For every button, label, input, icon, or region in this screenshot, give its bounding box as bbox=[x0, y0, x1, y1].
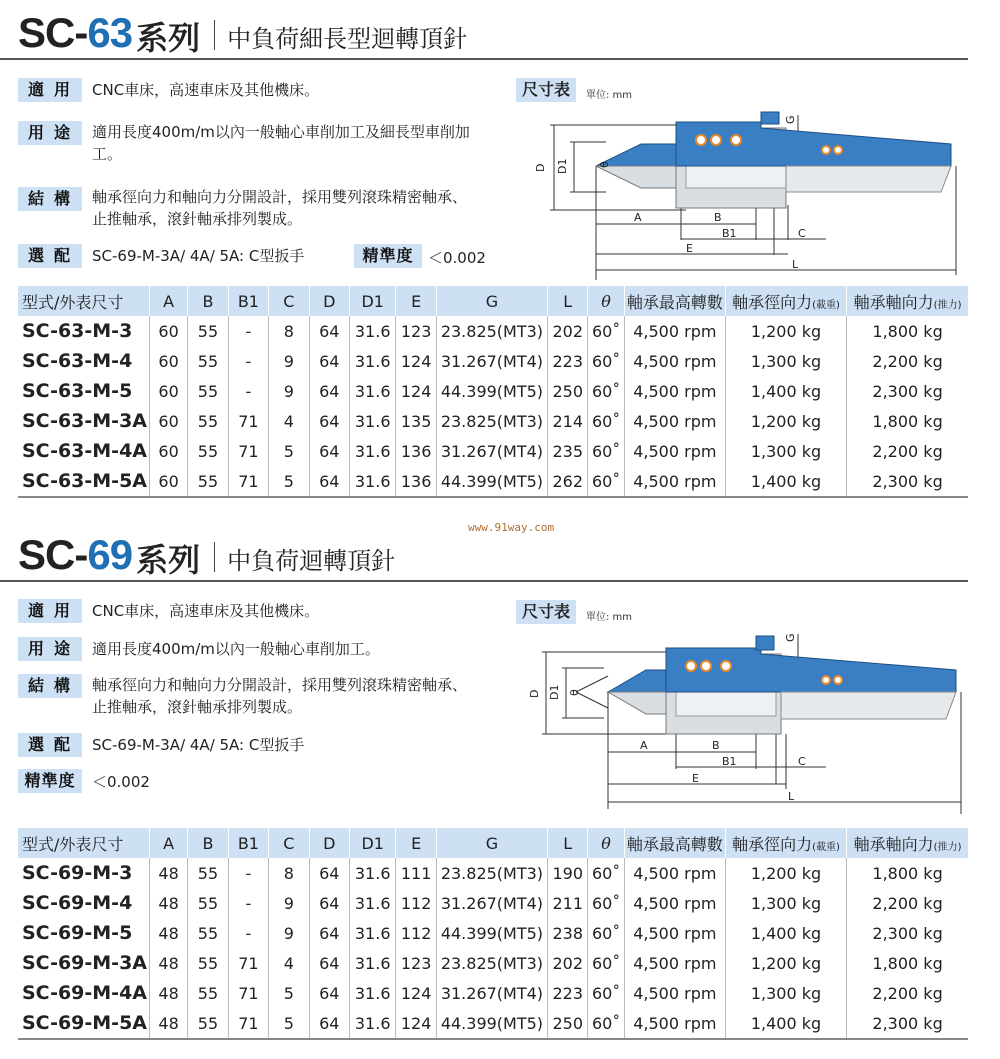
table-cell: 31.6 bbox=[349, 436, 395, 466]
dim-label-B1: B1 bbox=[722, 755, 737, 768]
table-cell: 55 bbox=[188, 888, 228, 918]
table-cell: 60˚ bbox=[588, 1008, 624, 1039]
col-header: 軸承最高轉數 bbox=[624, 828, 725, 858]
dim-label-E: E bbox=[692, 772, 699, 785]
model-cell: SC-69-M-5A bbox=[18, 1008, 149, 1039]
table-cell: 123 bbox=[396, 948, 436, 978]
table-cell: 5 bbox=[269, 436, 309, 466]
table-cell: 31.6 bbox=[349, 316, 395, 346]
table-cell: 71 bbox=[228, 406, 268, 436]
structure-label: 結構 bbox=[18, 187, 82, 211]
table-cell: 2,200 kg bbox=[847, 978, 968, 1008]
table-cell: 55 bbox=[188, 346, 228, 376]
table-cell: 2,300 kg bbox=[847, 918, 968, 948]
dim-label-E: E bbox=[686, 242, 693, 255]
table-cell: 55 bbox=[188, 466, 228, 497]
table-cell: 60 bbox=[149, 406, 187, 436]
table-cell: 9 bbox=[269, 888, 309, 918]
col-header: 軸承最高轉數 bbox=[624, 286, 725, 316]
col-header: E bbox=[396, 286, 436, 316]
table-cell: 31.6 bbox=[349, 888, 395, 918]
table-cell: 44.399(MT5) bbox=[436, 1008, 547, 1039]
col-header: L bbox=[548, 286, 588, 316]
usage-text: 適用長度400m/m以內一般軸心車削加工。 bbox=[92, 640, 380, 658]
dim-table-label: 尺寸表 bbox=[516, 600, 576, 624]
title-rule bbox=[0, 58, 968, 60]
series-label: 系列 bbox=[136, 541, 201, 579]
dim-label-A: A bbox=[640, 739, 648, 752]
dim-label-theta: θ bbox=[598, 161, 611, 168]
table-cell: 64 bbox=[309, 918, 349, 948]
table-cell: 136 bbox=[396, 466, 436, 497]
table-cell: 4,500 rpm bbox=[624, 466, 725, 497]
table-cell: 4,500 rpm bbox=[624, 1008, 725, 1039]
series-label: 系列 bbox=[136, 19, 201, 57]
unit-label: 單位: mm bbox=[586, 90, 633, 101]
table-cell: 60˚ bbox=[588, 948, 624, 978]
col-header: 型式/外表尺寸 bbox=[18, 828, 149, 858]
table-cell: 124 bbox=[396, 978, 436, 1008]
table-cell: 64 bbox=[309, 888, 349, 918]
table-cell: 48 bbox=[149, 888, 187, 918]
table-cell: 123 bbox=[396, 316, 436, 346]
table-cell: 112 bbox=[396, 918, 436, 948]
model-cell: SC-63-M-5A bbox=[18, 466, 149, 497]
col-header: D bbox=[309, 286, 349, 316]
table-cell: 1,200 kg bbox=[725, 948, 846, 978]
table-cell: 55 bbox=[188, 406, 228, 436]
table-header-row bbox=[18, 828, 968, 858]
options-label: 選配 bbox=[18, 244, 82, 268]
col-header: E bbox=[396, 828, 436, 858]
table-cell: - bbox=[228, 918, 268, 948]
table-cell: 64 bbox=[309, 978, 349, 1008]
model-cell: SC-69-M-5 bbox=[22, 922, 133, 944]
table-cell: 64 bbox=[309, 948, 349, 978]
table-cell: 60˚ bbox=[588, 858, 624, 888]
dim-label-B: B bbox=[714, 211, 722, 224]
table-cell: 60 bbox=[149, 316, 187, 346]
dim-label-D: D bbox=[528, 689, 541, 698]
table-cell: 4,500 rpm bbox=[624, 978, 725, 1008]
table-cell: - bbox=[228, 858, 268, 888]
table-cell: 48 bbox=[149, 918, 187, 948]
table-cell: 60 bbox=[149, 376, 187, 406]
table-cell: 23.825(MT3) bbox=[436, 948, 547, 978]
table-row bbox=[18, 316, 968, 346]
table-cell: 1,800 kg bbox=[847, 858, 968, 888]
table-cell: 31.6 bbox=[349, 346, 395, 376]
dim-label-C: C bbox=[798, 755, 806, 768]
col-header: D bbox=[309, 828, 349, 858]
table-cell: 223 bbox=[548, 978, 588, 1008]
table-cell: 44.399(MT5) bbox=[436, 918, 547, 948]
col-header: A bbox=[149, 828, 187, 858]
col-header: 軸承軸向力(推力) bbox=[847, 828, 968, 858]
table-cell: 64 bbox=[309, 406, 349, 436]
watermark: www.91way.com bbox=[468, 521, 555, 534]
col-header: C bbox=[269, 828, 309, 858]
table-cell: 4 bbox=[269, 406, 309, 436]
table-cell: 190 bbox=[548, 858, 588, 888]
spec-table bbox=[18, 286, 968, 498]
table-cell: 2,300 kg bbox=[847, 1008, 968, 1039]
model-cell: SC-69-M-3A bbox=[22, 952, 147, 974]
table-cell: 71 bbox=[228, 948, 268, 978]
table-cell: 5 bbox=[269, 978, 309, 1008]
table-cell: 9 bbox=[269, 376, 309, 406]
table-cell: 202 bbox=[548, 948, 588, 978]
table-cell: 23.825(MT3) bbox=[436, 406, 547, 436]
table-cell: 55 bbox=[188, 858, 228, 888]
live-center-diagram bbox=[528, 624, 966, 814]
table-cell: 31.6 bbox=[349, 466, 395, 497]
table-cell: - bbox=[228, 316, 268, 346]
table-cell: 1,800 kg bbox=[847, 948, 968, 978]
dim-label-G: G bbox=[784, 633, 797, 642]
table-cell: 60 bbox=[149, 346, 187, 376]
table-cell: 71 bbox=[228, 466, 268, 497]
col-header: G bbox=[436, 828, 547, 858]
structure-text: 軸承徑向力和軸向力分開設計，採用雙列滾珠精密軸承、止推軸承，滾針軸承排列製成。 bbox=[92, 188, 468, 228]
table-cell: 48 bbox=[149, 858, 187, 888]
table-cell: 60˚ bbox=[588, 918, 624, 948]
table-cell: 8 bbox=[269, 858, 309, 888]
table-row bbox=[18, 346, 968, 376]
table-cell: 235 bbox=[548, 436, 588, 466]
table-cell: 48 bbox=[149, 978, 187, 1008]
table-cell: 4,500 rpm bbox=[624, 316, 725, 346]
table-cell: 31.6 bbox=[349, 376, 395, 406]
table-cell: 1,300 kg bbox=[725, 436, 846, 466]
col-header: 型式/外表尺寸 bbox=[18, 286, 149, 316]
table-cell: 135 bbox=[396, 406, 436, 436]
col-header: B bbox=[188, 286, 228, 316]
dim-label-G: G bbox=[784, 115, 797, 124]
table-row bbox=[18, 1008, 968, 1039]
table-cell: 48 bbox=[149, 1008, 187, 1039]
dim-label-B1: B1 bbox=[722, 227, 737, 240]
table-cell: 1,300 kg bbox=[725, 346, 846, 376]
table-cell: 23.825(MT3) bbox=[436, 858, 547, 888]
precision-label: 精準度 bbox=[18, 769, 82, 793]
usage-label: 用途 bbox=[18, 637, 82, 661]
table-cell: 55 bbox=[188, 436, 228, 466]
section-title bbox=[18, 528, 396, 579]
table-cell: 55 bbox=[188, 376, 228, 406]
section-sc69 bbox=[0, 528, 1000, 1059]
table-cell: 2,200 kg bbox=[847, 436, 968, 466]
dim-label-D: D bbox=[534, 163, 547, 172]
options-text: SC-69-M-3A/ 4A/ 5A: C型扳手 bbox=[92, 736, 305, 754]
col-header: 軸承徑向力(載重) bbox=[725, 828, 846, 858]
table-cell: 111 bbox=[396, 858, 436, 888]
table-cell: 238 bbox=[548, 918, 588, 948]
apply-text: CNC車床，高速車床及其他機床。 bbox=[92, 602, 320, 620]
table-cell: 1,300 kg bbox=[725, 978, 846, 1008]
dim-label-D1: D1 bbox=[556, 158, 569, 174]
table-cell: 4,500 rpm bbox=[624, 918, 725, 948]
table-cell: 4 bbox=[269, 948, 309, 978]
series-subtitle: 中負荷迴轉頂針 bbox=[227, 547, 396, 575]
col-header: θ bbox=[588, 828, 624, 858]
dim-label-A: A bbox=[634, 211, 642, 224]
model-title: SC-63 bbox=[18, 9, 133, 56]
table-cell: 71 bbox=[228, 436, 268, 466]
table-cell: 60˚ bbox=[588, 376, 624, 406]
table-cell: 4,500 rpm bbox=[624, 888, 725, 918]
col-header: G bbox=[436, 286, 547, 316]
col-header: D1 bbox=[349, 286, 395, 316]
table-cell: 214 bbox=[548, 406, 588, 436]
table-cell: 2,300 kg bbox=[847, 376, 968, 406]
table-cell: 211 bbox=[548, 888, 588, 918]
table-row bbox=[18, 948, 968, 978]
table-cell: 64 bbox=[309, 858, 349, 888]
table-cell: 60˚ bbox=[588, 466, 624, 497]
table-cell: 4,500 rpm bbox=[624, 376, 725, 406]
table-cell: - bbox=[228, 376, 268, 406]
table-cell: 31.6 bbox=[349, 858, 395, 888]
spec-table bbox=[18, 828, 968, 1040]
table-cell: 9 bbox=[269, 918, 309, 948]
table-cell: 1,200 kg bbox=[725, 858, 846, 888]
col-header: A bbox=[149, 286, 187, 316]
table-cell: 250 bbox=[548, 1008, 588, 1039]
table-cell: 262 bbox=[548, 466, 588, 497]
table-cell: 223 bbox=[548, 346, 588, 376]
table-row bbox=[18, 406, 968, 436]
usage-label: 用途 bbox=[18, 121, 82, 145]
table-header-row bbox=[18, 286, 968, 316]
table-cell: 2,200 kg bbox=[847, 346, 968, 376]
table-cell: 1,300 kg bbox=[725, 888, 846, 918]
table-cell: 55 bbox=[188, 978, 228, 1008]
table-row bbox=[18, 466, 968, 497]
unit-label: 單位: mm bbox=[586, 612, 633, 623]
table-cell: 31.267(MT4) bbox=[436, 978, 547, 1008]
table-cell: 44.399(MT5) bbox=[436, 466, 547, 497]
table-cell: 4,500 rpm bbox=[624, 436, 725, 466]
table-cell: 1,800 kg bbox=[847, 406, 968, 436]
table-cell: - bbox=[228, 888, 268, 918]
col-header: B1 bbox=[228, 286, 268, 316]
title-divider bbox=[214, 542, 215, 572]
apply-label: 適用 bbox=[18, 78, 82, 102]
table-cell: 124 bbox=[396, 376, 436, 406]
table-cell: 250 bbox=[548, 376, 588, 406]
table-row bbox=[18, 376, 968, 406]
table-cell: 60˚ bbox=[588, 978, 624, 1008]
table-cell: 2,300 kg bbox=[847, 466, 968, 497]
table-cell: 31.6 bbox=[349, 918, 395, 948]
table-cell: 55 bbox=[188, 918, 228, 948]
table-cell: 2,200 kg bbox=[847, 888, 968, 918]
col-header: θ bbox=[588, 286, 624, 316]
col-header: C bbox=[269, 286, 309, 316]
dim-label-L: L bbox=[788, 790, 795, 803]
table-cell: 9 bbox=[269, 346, 309, 376]
table-cell: 8 bbox=[269, 316, 309, 346]
table-cell: 60˚ bbox=[588, 436, 624, 466]
section-sc63 bbox=[0, 0, 1000, 500]
table-cell: 1,400 kg bbox=[725, 1008, 846, 1039]
table-cell: 31.6 bbox=[349, 1008, 395, 1039]
col-header: 軸承軸向力(推力) bbox=[847, 286, 968, 316]
model-cell: SC-69-M-3 bbox=[22, 862, 133, 884]
table-cell: 55 bbox=[188, 1008, 228, 1039]
table-cell: 1,400 kg bbox=[725, 466, 846, 497]
dim-label-theta: θ bbox=[568, 689, 581, 696]
table-cell: 44.399(MT5) bbox=[436, 376, 547, 406]
table-cell: 64 bbox=[309, 466, 349, 497]
model-cell: SC-63-M-4A bbox=[22, 440, 147, 462]
precision-label: 精準度 bbox=[354, 244, 422, 268]
table-row bbox=[18, 436, 968, 466]
model-cell: SC-69-M-4 bbox=[22, 892, 133, 914]
model-title: SC-69 bbox=[18, 531, 133, 578]
table-cell: 31.267(MT4) bbox=[436, 346, 547, 376]
table-cell: 1,800 kg bbox=[847, 316, 968, 346]
table-cell: 5 bbox=[269, 1008, 309, 1039]
table-cell: 48 bbox=[149, 948, 187, 978]
table-cell: 71 bbox=[228, 978, 268, 1008]
table-cell: 55 bbox=[188, 948, 228, 978]
table-cell: 71 bbox=[228, 1008, 268, 1039]
model-cell: SC-63-M-5 bbox=[22, 380, 133, 402]
table-cell: 64 bbox=[309, 376, 349, 406]
table-cell: 5 bbox=[269, 466, 309, 497]
table-cell: 4,500 rpm bbox=[624, 406, 725, 436]
dim-label-B: B bbox=[712, 739, 720, 752]
table-cell: 60˚ bbox=[588, 316, 624, 346]
usage-text: 適用長度400m/m以內一般軸心車削加工及細長型車削加工。 bbox=[92, 123, 470, 163]
table-cell: 124 bbox=[396, 346, 436, 376]
dim-label-D1: D1 bbox=[548, 684, 561, 700]
table-cell: - bbox=[228, 346, 268, 376]
table-cell: 112 bbox=[396, 888, 436, 918]
table-cell: 60˚ bbox=[588, 406, 624, 436]
table-cell: 31.267(MT4) bbox=[436, 436, 547, 466]
options-text: SC-69-M-3A/ 4A/ 5A: C型扳手 bbox=[92, 247, 305, 265]
apply-label: 適用 bbox=[18, 599, 82, 623]
table-cell: 60˚ bbox=[588, 888, 624, 918]
table-cell: 1,400 kg bbox=[725, 918, 846, 948]
table-cell: 1,200 kg bbox=[725, 316, 846, 346]
options-label: 選配 bbox=[18, 733, 82, 757]
table-cell: 202 bbox=[548, 316, 588, 346]
dim-label-C: C bbox=[798, 227, 806, 240]
title-rule bbox=[0, 580, 968, 582]
table-cell: 124 bbox=[396, 1008, 436, 1039]
table-cell: 60˚ bbox=[588, 346, 624, 376]
col-header: D1 bbox=[349, 828, 395, 858]
section-title bbox=[18, 6, 468, 57]
apply-text: CNC車床，高速車床及其他機床。 bbox=[92, 81, 320, 99]
table-cell: 1,200 kg bbox=[725, 406, 846, 436]
table-row bbox=[18, 888, 968, 918]
table-cell: 23.825(MT3) bbox=[436, 316, 547, 346]
dim-table-label: 尺寸表 bbox=[516, 78, 576, 102]
table-cell: 60 bbox=[149, 436, 187, 466]
dim-label-L: L bbox=[792, 258, 799, 271]
model-cell: SC-69-M-4A bbox=[22, 982, 147, 1004]
table-cell: 31.267(MT4) bbox=[436, 888, 547, 918]
table-cell: 64 bbox=[309, 346, 349, 376]
col-header: B bbox=[188, 828, 228, 858]
table-cell: 136 bbox=[396, 436, 436, 466]
table-cell: 31.6 bbox=[349, 948, 395, 978]
col-header: B1 bbox=[228, 828, 268, 858]
col-header: 軸承徑向力(載重) bbox=[725, 286, 846, 316]
table-cell: 55 bbox=[188, 316, 228, 346]
table-cell: 64 bbox=[309, 316, 349, 346]
table-cell: 4,500 rpm bbox=[624, 346, 725, 376]
table-cell: 1,400 kg bbox=[725, 376, 846, 406]
table-row bbox=[18, 978, 968, 1008]
live-center-diagram bbox=[536, 100, 966, 280]
model-cell: SC-63-M-3 bbox=[22, 320, 133, 342]
structure-label: 結構 bbox=[18, 674, 82, 698]
precision-text: ＜0.002 bbox=[92, 773, 150, 791]
col-header: L bbox=[548, 828, 588, 858]
table-row bbox=[18, 918, 968, 948]
title-divider bbox=[214, 20, 215, 50]
table-cell: 64 bbox=[309, 1008, 349, 1039]
structure-text: 軸承徑向力和軸向力分開設計，採用雙列滾珠精密軸承、止推軸承，滾針軸承排列製成。 bbox=[92, 676, 468, 716]
table-cell: 31.6 bbox=[349, 978, 395, 1008]
table-cell: 60 bbox=[149, 466, 187, 497]
table-cell: 64 bbox=[309, 436, 349, 466]
table-row bbox=[18, 858, 968, 888]
model-cell: SC-63-M-3A bbox=[22, 410, 147, 432]
series-subtitle: 中負荷細長型迴轉頂針 bbox=[227, 25, 468, 53]
precision-text: ＜0.002 bbox=[428, 249, 486, 267]
table-cell: 4,500 rpm bbox=[624, 858, 725, 888]
table-cell: 31.6 bbox=[349, 406, 395, 436]
model-cell: SC-63-M-4 bbox=[22, 350, 133, 372]
table-cell: 4,500 rpm bbox=[624, 948, 725, 978]
